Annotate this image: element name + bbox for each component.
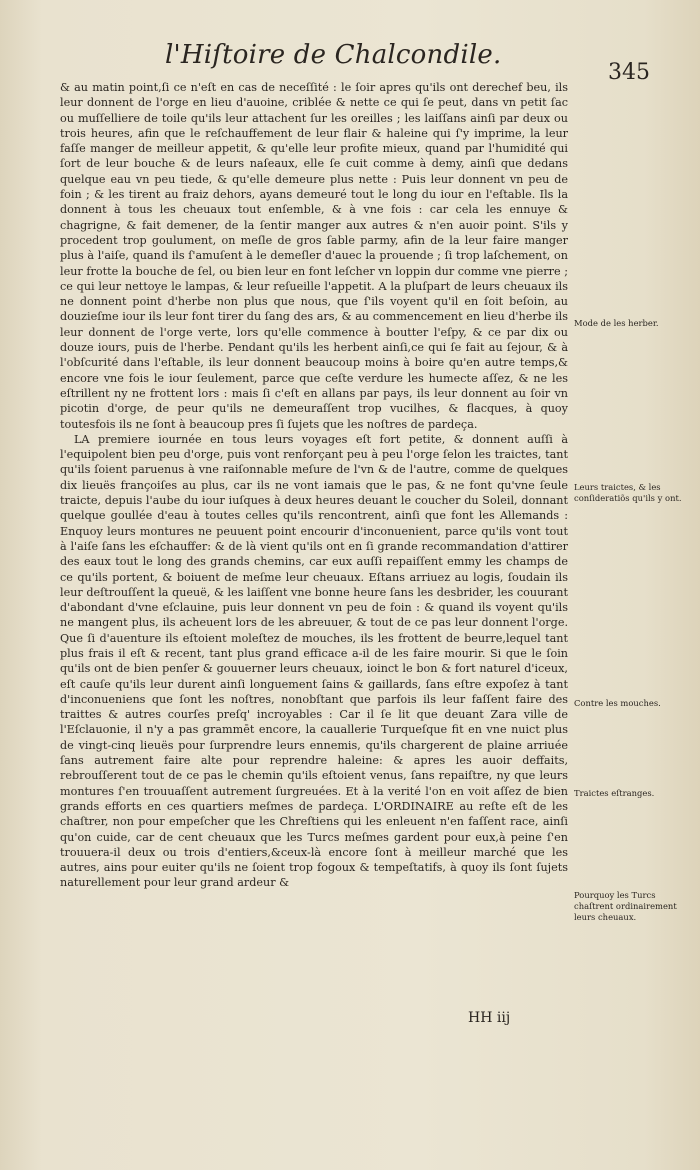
page-header (150, 40, 650, 85)
page-number: 345 (608, 60, 650, 85)
margin-note: Traictes eſtranges. (574, 788, 655, 798)
margin-note: Leurs traictes, & les conſideratiõs qu'ils y ont. (574, 482, 682, 503)
margin-note: Contre les mouches. (574, 698, 661, 708)
running-title: l'Hiſtoire de Chalcondile. (165, 40, 502, 70)
signature-mark: HH iij (468, 1010, 511, 1026)
margin-note: Pourquoy les Turcs chaſtrent ordinairement leurs cheuaux. (574, 890, 677, 922)
main-text-block (60, 80, 568, 891)
paragraph: LA premiere iournée en tous leurs voyages eſt fort petite, & donnent auſſi à l'equipolent bien peu d'orge, puis vont renforçant peu à peu l'orge ſelon les traictes, tant qu'ils ſoient paruenus à vne raiſonnable meſure de l'vn & de l'autre, comme de quelques dix lieuës françoiſes au plus, car ils ne vont iamais que le pas, & ne font qu'vne ſeule traicte, depuis l'aube du iour iuſques à deux heures deuant le coucher du Soleil, donnant quelque goullée d'eau à toutes celles qu'ils rencontrent, ainſi que font les Allemands : Enquoy leurs montures ne peuuent point encourir d'inconuenient, parce qu'ils vont tout à l'aiſe ſans les eſchauffer: & de là vient qu'ils ont en ſi grande recommandation d'attirer des eaux tout le long des grands chemins, car eux auſſi repaiſſent emmy les champs de ce qu'ils portent, & boiuent de meſme leur cheuaux. Eſtans arriuez au logis, ſoudain ils leur deſtrouſſent la queuë, & les laiſſent vne bonne heure ſans les desbrider, les couurant d'abondant d'vne eſclauine, puis leur donnent vn peu de foin : & quand ils voyent qu'ils ne mangent plus, ils acheuent lors de les abreuuer, & tout de ce pas leur donnent l'orge. Que ſi d'auenture ils eſtoient moleſtez de mouches, ils les frottent de beurre,lequel tant plus frais il eſt & recent, tant plus grand efficace a-il de les faire mourir. Si que le ſoin qu'ils ont de bien penſer & gouuerner leurs cheuaux, ioinct le bon & fort naturel d'iceux, eſt cauſe qu'ils leur durent ainſi longuement ſains & gaillards, ſans eſtre expoſez à tant d'inconueniens que ſont les noſtres, nonobſtant que parfois ils leur faſſent faire des traittes & autres courſes preſq' incroyables : Car il ſe lit que deuant Zara ville de l'Eſclauonie, il n'y a pas grammēt encore, la cauallerie Turqueſque fit en vne nuict plus de vingt-cinq lieuës pour ſurprendre leurs ennemis, qu'ils chargerent de plaine arriuée ſans autrement faire alte pour reprendre haleine: & apres les auoir deffaits, rebrouſſerent tout de ce pas le chemin qu'ils eſtoient venus, ſans repaiſtre, ny que leurs montures ſ'en trouuaſſent autrement ſurgreuées. Et à la verité l'on en voit aſſez de bien grands efforts en ces quartiers meſmes de pardeça. L'ORDINAIRE au reſte eſt de les chaſtrer, non pour empeſcher que les Chreſtiens qui les enleuent n'en faſſent race, ainſi qu'on cuide, car de cent cheuaux que les Turcs meſmes gardent pour eux,à peine ſ'en trouuera-il deux ou trois d'entiers,&ceux-là encore ſont à meilleur marché que les autres, ains pour euiter qu'ils ne ſoient trop fogoux & tempeſtatifs, à quoy ils ſont ſujets naturellement pour leur grand ardeur & (60, 432, 568, 890)
paragraph: & au matin point,ſi ce n'eſt en cas de neceſſité : le ſoir apres qu'ils ont derechef beu, ils leur donnent de l'orge en lieu d'auoine, criblée & nette ce qui ſe peut, dans vn petit ſac ou muſſelliere de toile qu'ils leur attachent ſur les oreilles ; les laiſſans ainſi par deux ou trois heures, afin que le reſchauffement de leur flair & haleine qui ſ'y imprime, la leur faſſe manger de meilleur appetit, & qu'elle leur profite mieux, quand par l'humidité qui ſort de leur bouche & de leurs naſeaux, elle ſe cuit comme à demy, ainſi que dedans quelque eau vn peu tiede, & qu'elle demeure plus nette : Puis leur donnent vn peu de foin ; & les tirent au fraiz dehors, ayans demeuré tout le long du iour en l'eſtable. Ils la donnent à tous les cheuaux tout enſemble, & à vne fois : car cela les ennuye & chagrigne, & fait demener, de la ſentir manger aux autres & n'en auoir point. S'ils y procedent trop goulument, on meſle de gros ſable parmy, afin de la leur faire manger plus à l'aiſe, quand ils ſ'amuſent à le demeſler d'auec la prouende ; ſi trop laſchement, on leur frotte la bouche de ſel, ou bien leur en font leſcher vn loppin dur comme vne pierre ; ce qui leur nettoye le lampas, & leur reſueille l'appetit. A la pluſpart de leurs cheuaux ils ne donnent point d'herbe non plus que nous, que ſ'ils voyent qu'il en ſoit beſoin, au douzieſme iour ils leur font tirer du ſang des ars, & au commencement en lieu d'herbe ils leur donnent de l'orge verte, lors qu'elle commence à boutter l'eſpy, & ce par dix ou douze iours, puis de l'herbe. Pendant qu'ils les herbent ainſi,ce qui ſe fait au ſejour, & à l'obſcurité dans l'eſtable, ils leur donnent beaucoup moins à boire qu'en autre temps,& encore vne fois le iour ſeulement, parce que ceſte verdure les humecte aſſez, & ne les eſtrillent ny ne frottent lors : mais ſi c'eſt en allans par pays, ils leur donnent au ſoir vn picotin d'orge, de peur qu'ils ne demeuraſſent trop vucilhes, & flacques, à quoy toutesfois ils ne ſont à beaucoup pres ſi ſujets que les noſtres de pardeça. (60, 81, 568, 431)
margin-note: Mode de les herber. (574, 318, 659, 328)
